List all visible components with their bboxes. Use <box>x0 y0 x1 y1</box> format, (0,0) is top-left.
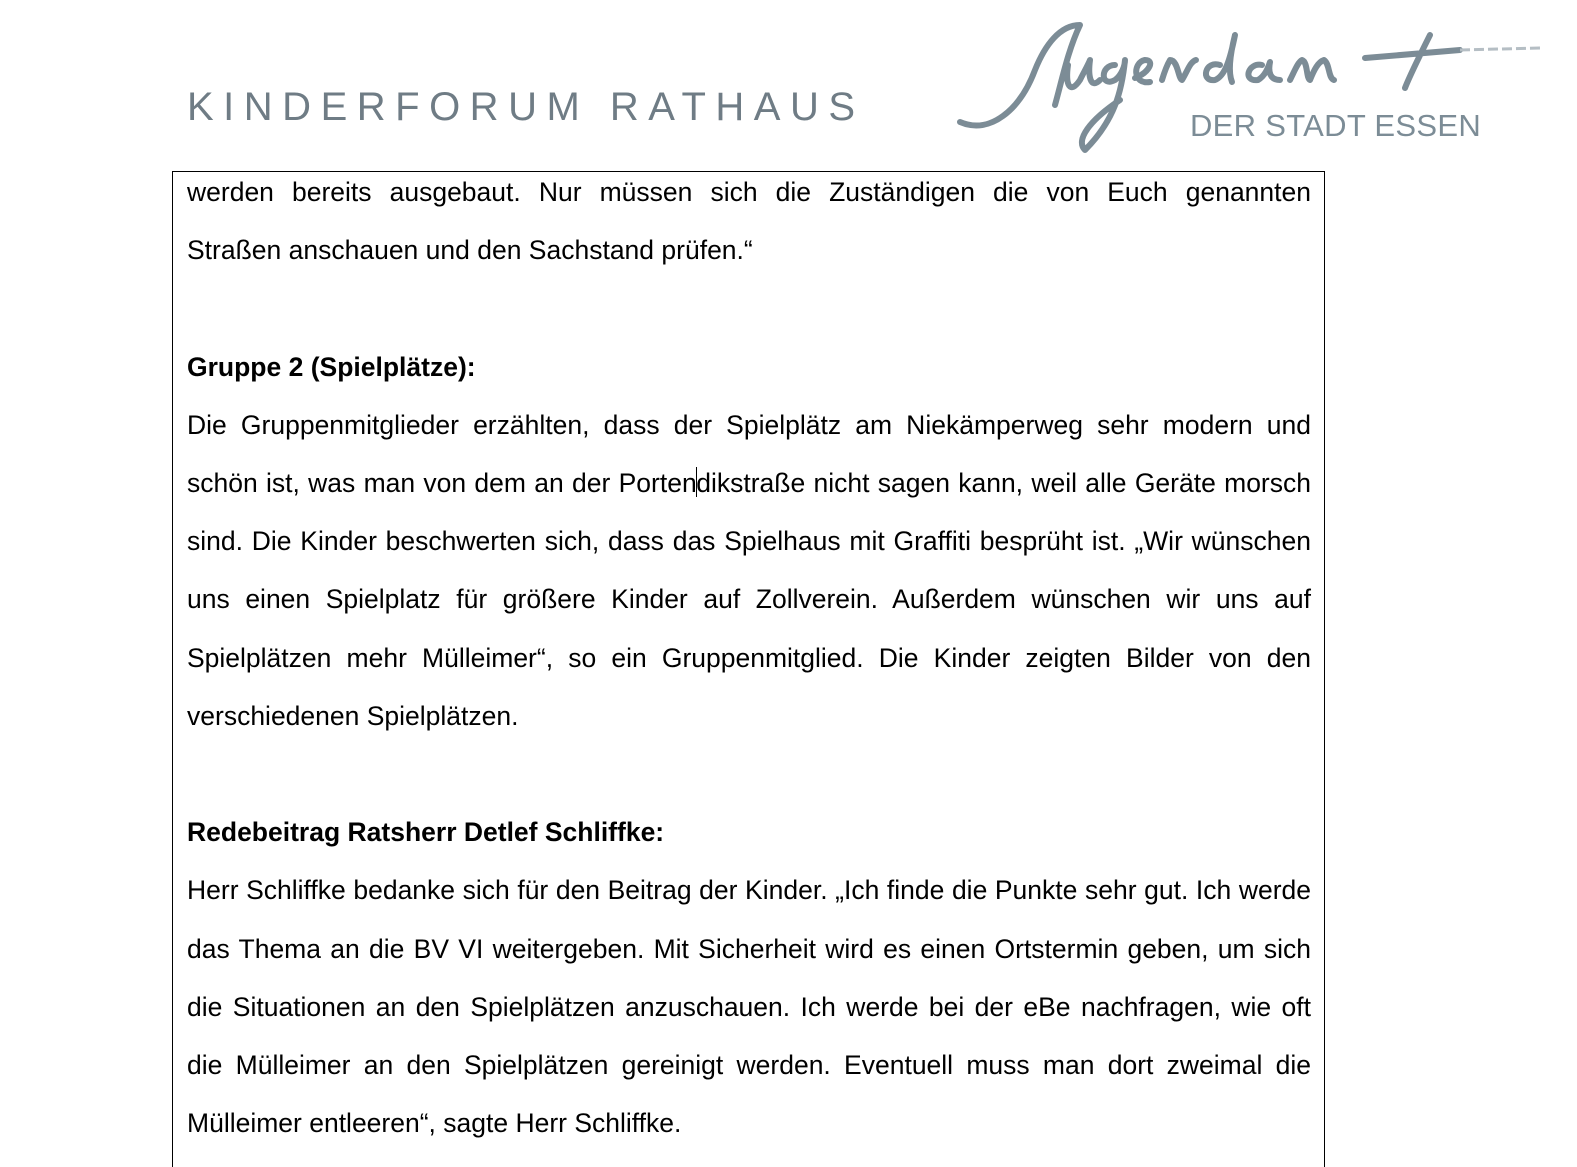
paragraph-text: Die Gruppenmitglieder erzählten, dass der Spielplätz am Niekämperweg sehr modern und schön ist, was man von dem an der Porten <box>187 409 1311 498</box>
paragraph-group-2 <box>187 396 1311 745</box>
jugendamt-logo <box>950 10 1550 160</box>
blank-line <box>187 279 1311 337</box>
blank-line <box>187 745 1311 803</box>
logo-subtitle: DER STADT ESSEN <box>1190 108 1482 143</box>
heading-group-2: Gruppe 2 (Spielplätze): <box>187 351 476 382</box>
paragraph-text: dikstraße nicht sagen kann, weil alle Geräte morsch sind. Die Kinder beschwerten sich, dass das Spielhaus mit Graffiti besprüht ist. „Wir wünschen uns einen Spielplatz für größere Kinder auf Zollverein. Außerdem wünschen wir uns auf Spielplätzen mehr Mülleimer“, so ein Gruppenmitglied. Die Kinder zeigten Bilder von den verschiedenen Spielplätzen. <box>187 468 1311 731</box>
header-title: KINDERFORUM RATHAUS <box>187 85 865 129</box>
paragraph-line: Straßen anschauen und den Sachstand prüfen.“ <box>187 235 753 266</box>
paragraph-speech: Herr Schliffke bedanke sich für den Beitrag der Kinder. „Ich finde die Punkte sehr gut. Ich werde das Thema an die BV VI weitergeben. Mit Sicherheit wird es einen Ortstermin geben, um sich die Situationen an den Spielplätzen anzuschauen. Ich werde bei der eBe nachfragen, wie oft die Mülleimer an den Spielplätzen gereinigt werden. Eventuell muss man dort zweimal die Mülleimer entleeren“, sagte Herr Schliffke. <box>187 875 1311 1139</box>
heading-speech: Redebeitrag Ratsherr Detlef Schliffke: <box>187 817 665 848</box>
document-body <box>187 163 1311 1152</box>
paragraph-line: werden bereits ausgebaut. Nur müssen sich die Zuständigen die von Euch genannten <box>187 177 1311 207</box>
